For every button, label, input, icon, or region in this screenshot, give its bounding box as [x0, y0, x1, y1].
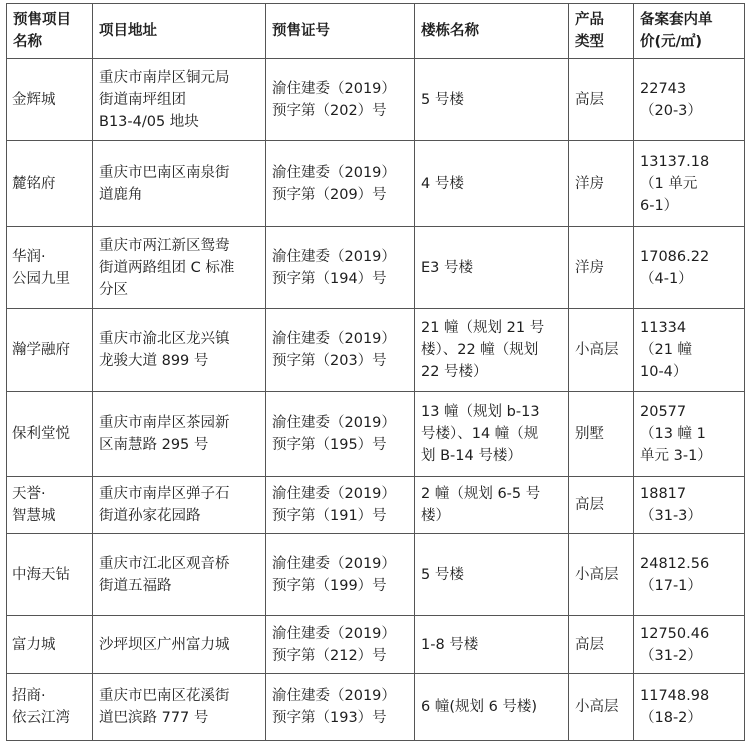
- cell-address: 重庆市南岸区铜元局 街道南坪组团 B13-4/05 地块: [93, 59, 266, 141]
- cell-unit-price: 11334 （21 幢 10-4）: [634, 309, 745, 392]
- cell-product-type: 高层: [569, 59, 634, 141]
- cell-building: 13 幢（规划 b-13 号楼）、14 幢（规 划 B-14 号楼）: [415, 392, 569, 477]
- presale-table: [6, 3, 745, 741]
- cell-project-name: 华润· 公园九里: [7, 227, 93, 309]
- cell-product-type: 洋房: [569, 141, 634, 227]
- cell-project-name: 招商· 依云江湾: [7, 674, 93, 741]
- cell-product-type: 小高层: [569, 534, 634, 616]
- cell-permit-no: 渝住建委（2019） 预字第（212）号: [266, 616, 415, 674]
- cell-project-name: 麓铭府: [7, 141, 93, 227]
- cell-permit-no: 渝住建委（2019） 预字第（209）号: [266, 141, 415, 227]
- cell-project-name: 中海天钻: [7, 534, 93, 616]
- table-row: [7, 534, 745, 616]
- cell-product-type: 高层: [569, 616, 634, 674]
- cell-permit-no: 渝住建委（2019） 预字第（195）号: [266, 392, 415, 477]
- header-address: 项目地址: [93, 4, 266, 59]
- cell-building: 2 幢（规划 6-5 号 楼）: [415, 477, 569, 534]
- cell-address: 沙坪坝区广州富力城: [93, 616, 266, 674]
- table-row: [7, 674, 745, 741]
- cell-project-name: 金辉城: [7, 59, 93, 141]
- cell-project-name: 瀚学融府: [7, 309, 93, 392]
- cell-unit-price: 18817 （31-3）: [634, 477, 745, 534]
- cell-building: 6 幢(规划 6 号楼): [415, 674, 569, 741]
- table-row: [7, 59, 745, 141]
- cell-building: 21 幢（规划 21 号 楼）、22 幢（规划 22 号楼）: [415, 309, 569, 392]
- cell-permit-no: 渝住建委（2019） 预字第（191）号: [266, 477, 415, 534]
- cell-project-name: 富力城: [7, 616, 93, 674]
- cell-address: 重庆市巴南区花溪街 道巴滨路 777 号: [93, 674, 266, 741]
- table-row: [7, 616, 745, 674]
- cell-unit-price: 17086.22 （4-1）: [634, 227, 745, 309]
- cell-address: 重庆市江北区观音桥 街道五福路: [93, 534, 266, 616]
- cell-building: E3 号楼: [415, 227, 569, 309]
- header-permit-no: 预售证号: [266, 4, 415, 59]
- cell-building: 5 号楼: [415, 59, 569, 141]
- header-product-type: 产品 类型: [569, 4, 634, 59]
- cell-project-name: 天誉· 智慧城: [7, 477, 93, 534]
- cell-product-type: 小高层: [569, 674, 634, 741]
- header-building: 楼栋名称: [415, 4, 569, 59]
- cell-product-type: 别墅: [569, 392, 634, 477]
- cell-address: 重庆市两江新区鸳鸯 街道两路组团 C 标准 分区: [93, 227, 266, 309]
- table-header-row: [7, 4, 745, 59]
- cell-permit-no: 渝住建委（2019） 预字第（194）号: [266, 227, 415, 309]
- table-row: [7, 309, 745, 392]
- cell-address: 重庆市巴南区南泉街 道鹿角: [93, 141, 266, 227]
- cell-unit-price: 22743 （20-3）: [634, 59, 745, 141]
- cell-permit-no: 渝住建委（2019） 预字第（193）号: [266, 674, 415, 741]
- cell-permit-no: 渝住建委（2019） 预字第（203）号: [266, 309, 415, 392]
- table-row: [7, 392, 745, 477]
- cell-unit-price: 11748.98 （18-2）: [634, 674, 745, 741]
- table-row: [7, 227, 745, 309]
- cell-product-type: 高层: [569, 477, 634, 534]
- cell-address: 重庆市南岸区弹子石 街道孙家花园路: [93, 477, 266, 534]
- header-project-name: 预售项目 名称: [7, 4, 93, 59]
- cell-building: 4 号楼: [415, 141, 569, 227]
- cell-address: 重庆市南岸区茶园新 区南慧路 295 号: [93, 392, 266, 477]
- cell-product-type: 洋房: [569, 227, 634, 309]
- cell-unit-price: 12750.46 （31-2）: [634, 616, 745, 674]
- cell-permit-no: 渝住建委（2019） 预字第（199）号: [266, 534, 415, 616]
- cell-unit-price: 13137.18 （1 单元 6-1）: [634, 141, 745, 227]
- cell-permit-no: 渝住建委（2019） 预字第（202）号: [266, 59, 415, 141]
- cell-building: 1-8 号楼: [415, 616, 569, 674]
- cell-building: 5 号楼: [415, 534, 569, 616]
- cell-address: 重庆市渝北区龙兴镇 龙骏大道 899 号: [93, 309, 266, 392]
- table-row: [7, 477, 745, 534]
- header-unit-price: 备案套内单 价(元/㎡): [634, 4, 745, 59]
- table-row: [7, 141, 745, 227]
- cell-project-name: 保利堂悦: [7, 392, 93, 477]
- cell-unit-price: 20577 （13 幢 1 单元 3-1）: [634, 392, 745, 477]
- cell-unit-price: 24812.56 （17-1）: [634, 534, 745, 616]
- cell-product-type: 小高层: [569, 309, 634, 392]
